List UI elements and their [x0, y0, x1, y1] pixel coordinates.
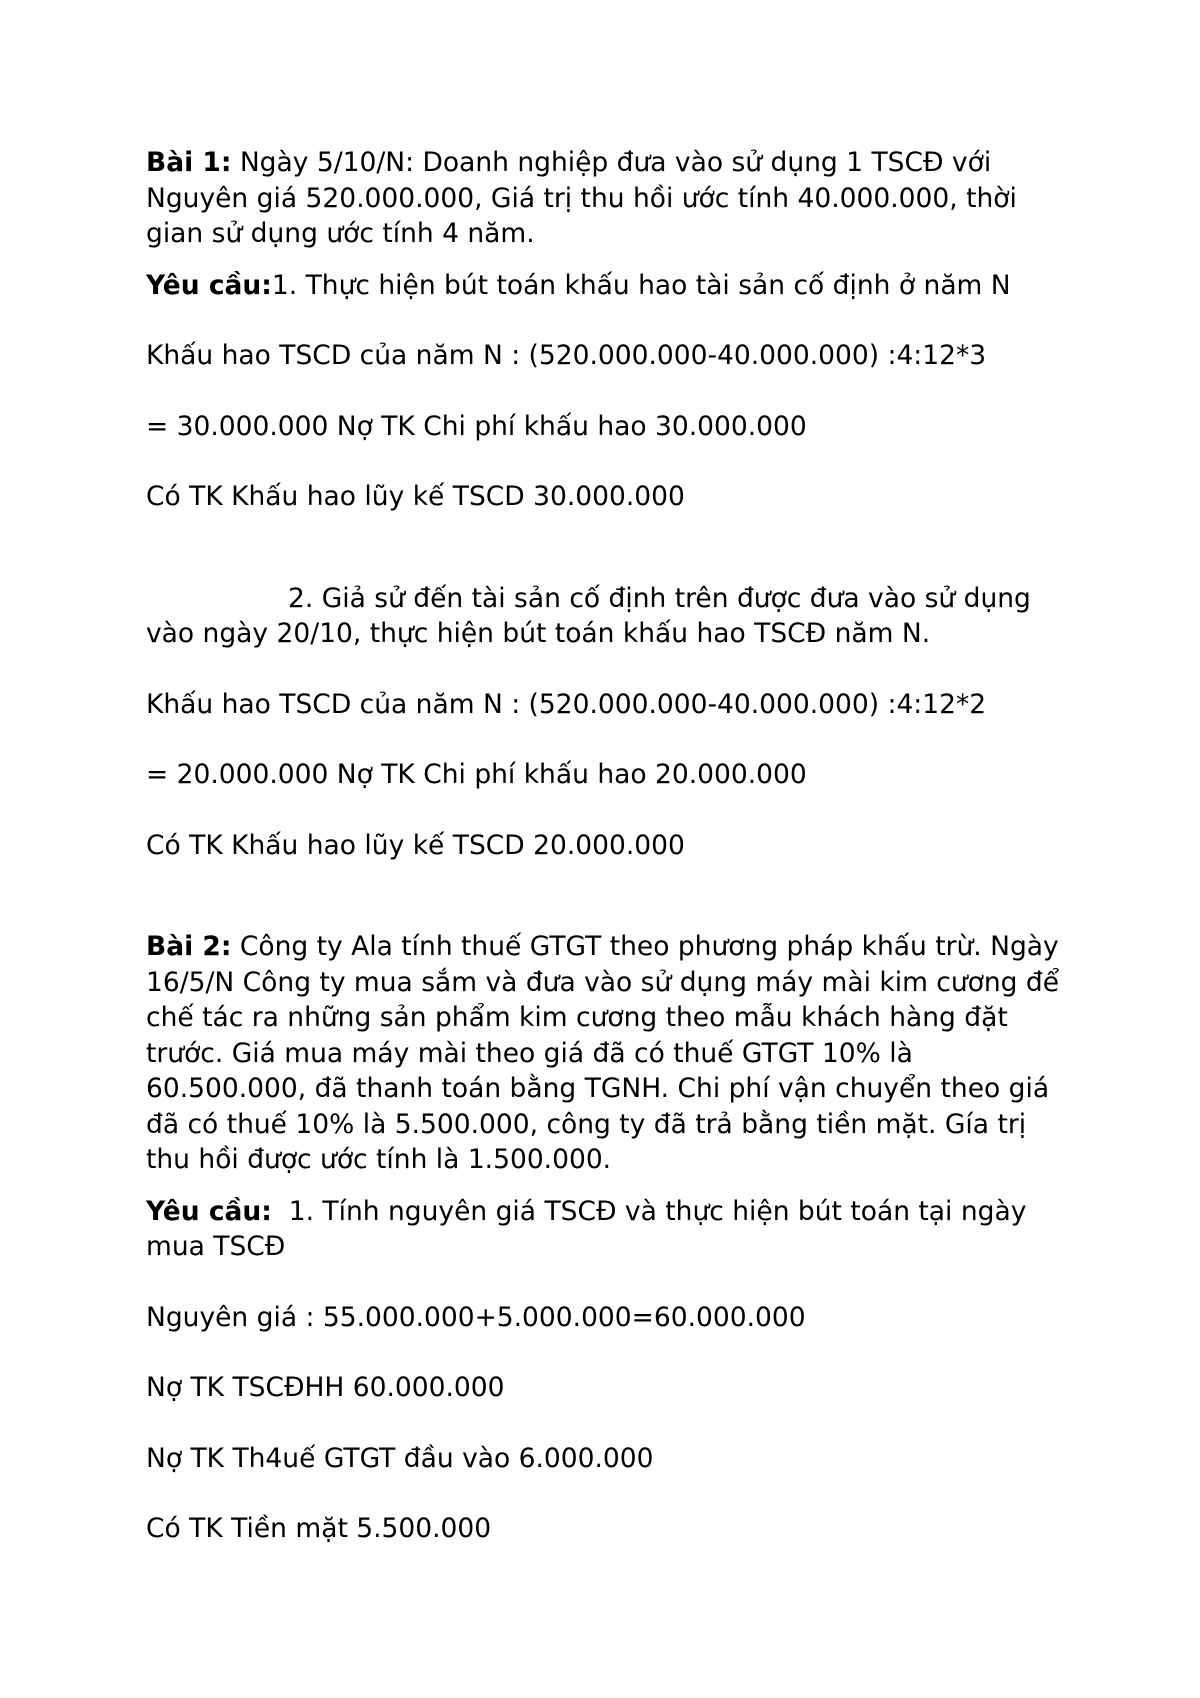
bai2-title: Bài 2:	[146, 931, 232, 962]
bai2-intro-paragraph	[146, 929, 1066, 1178]
bai1-req2-calculation: Khấu hao TSCD của năm N : (520.000.000-40.000.000) :4:12*2	[146, 688, 987, 720]
bai1-req1-text: 1. Thực hiện bút toán khấu hao tài sản cố định ở năm N	[271, 269, 1011, 301]
bai1-requirement-2: 2. Giả sử đến tài sản cố định trên được đưa vào sử dụng vào ngày 20/10, thực hiện bút toán khấu hao TSCĐ năm N.	[146, 582, 1031, 649]
bai2-requirement-1	[146, 1194, 1066, 1265]
bai2-debit-fixed-asset: Nợ TK TSCĐHH 60.000.000	[146, 1372, 505, 1403]
bai1-requirement-1	[146, 268, 1066, 304]
bai2-debit-vat: Nợ TK Th4uế GTGT đầu vào 6.000.000	[146, 1442, 654, 1474]
document-content	[146, 145, 1066, 1547]
bai1-req-label: Yêu cầu:	[146, 269, 272, 301]
bai2-req1-text: 1. Tính nguyên giá TSCĐ và thực hiện bút toán tại ngày mua TSCĐ	[146, 1195, 1035, 1262]
bai1-req1-credit: Có TK Khấu hao lũy kế TSCD 30.000.000	[146, 481, 685, 512]
bai2-credit-cash: Có TK Tiền mặt 5.500.000	[146, 1513, 492, 1544]
bai1-req2-result: = 20.000.000 Nợ TK Chi phí khấu hao 20.000.000	[146, 759, 807, 790]
bai1-req2-credit: Có TK Khấu hao lũy kế TSCD 20.000.000	[146, 829, 685, 861]
bai2-req-label: Yêu cầu:	[146, 1195, 272, 1227]
bai1-intro-text: Ngày 5/10/N: Doanh nghiệp đưa vào sử dụng 1 TSCĐ với Nguyên giá 520.000.000, Giá trị thu hồi ước tính 40.000.000, thời gian sử dụng ước tính 4 năm.	[146, 147, 1017, 249]
bai1-title: Bài 1:	[146, 147, 232, 178]
bai2-cost-calculation: Nguyên giá : 55.000.000+5.000.000=60.000.000	[146, 1301, 806, 1333]
bai1-intro-paragraph	[146, 145, 1066, 252]
bai1-req1-result: = 30.000.000 Nợ TK Chi phí khấu hao 30.000.000	[146, 410, 807, 442]
bai1-req1-calculation: Khấu hao TSCD của năm N : (520.000.000-40.000.000) :4:12*3	[146, 340, 987, 371]
bai2-intro-text: Công ty Ala tính thuế GTGT theo phương pháp khấu trừ. Ngày 16/5/N Công ty mua sắm và đưa vào sử dụng máy mài kim cương để chế tác ra những sản phẩm kim cương theo mẫu khách hàng đặt trước. Giá mua máy mài theo giá đã có thuế GTGT 10% là 60.500.000, đã thanh toán bằng TGNH. Chi phí vận chuyển theo giá đã có thuế 10% là 5.500.000, công ty đã trả bằng tiền mặt. Gía trị thu hồi được ước tính là 1.500.000.	[146, 931, 1060, 1175]
